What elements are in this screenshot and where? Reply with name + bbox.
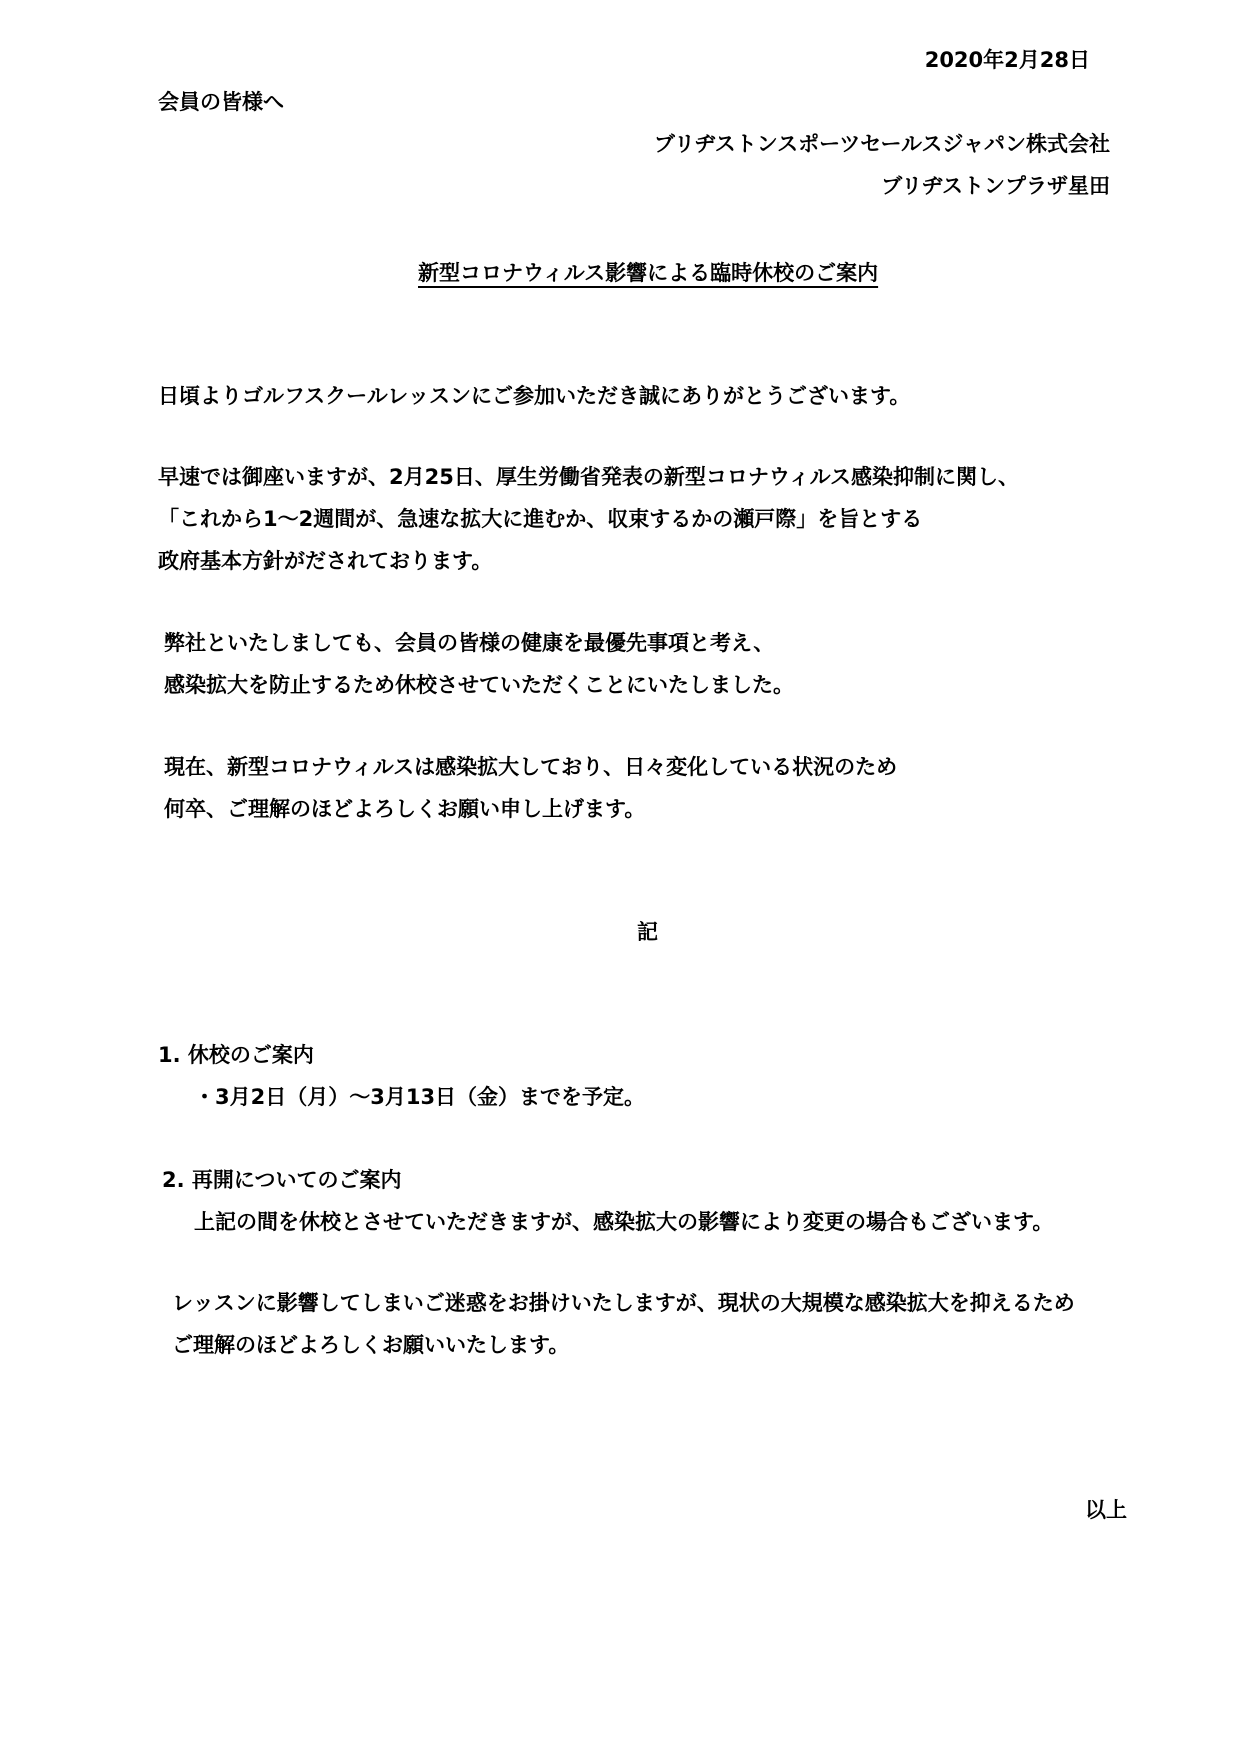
- sender-branch: ブリヂストンプラザ星田: [881, 174, 1110, 198]
- closing-line2: ご理解のほどよろしくお願いいたします。: [172, 1333, 570, 1357]
- document-title: 新型コロナウィルス影響による臨時休校のご案内: [418, 261, 879, 285]
- document-date: 2020年2月28日: [924, 48, 1090, 72]
- paragraph3-line1: 現在、新型コロナウィルスは感染拡大しており、日々変化している状況のため: [164, 755, 898, 779]
- paragraph1-line2: 「これから1～2週間が、急速な拡大に進むか、収束するかの瀬戸際」を旨とする: [158, 507, 923, 531]
- paragraph2-line2: 感染拡大を防止するため休校させていただくことにいたしました。: [164, 673, 794, 697]
- recipient: 会員の皆様へ: [158, 90, 284, 114]
- ki-marker: 記: [637, 920, 658, 944]
- end-marker: 以上: [1085, 1498, 1127, 1522]
- closing-line1: レッスンに影響してしまいご迷惑をお掛けいたしますが、現状の大規模な感染拡大を抑えるため: [172, 1291, 1075, 1315]
- item1-detail: ・3月2日（月）～3月13日（金）までを予定。: [194, 1085, 646, 1109]
- sender-company: ブリヂストンスポーツセールスジャパン株式会社: [653, 132, 1110, 156]
- item1-heading: 1. 休校のご案内: [158, 1043, 314, 1067]
- paragraph1-line3: 政府基本方針がだされております。: [158, 549, 493, 573]
- paragraph3-line2: 何卒、ご理解のほどよろしくお願い申し上げます。: [164, 797, 646, 821]
- paragraph1-line1: 早速では御座いますが、2月25日、厚生労働省発表の新型コロナウィルス感染抑制に関し、: [158, 465, 1019, 489]
- paragraph2-line1: 弊社といたしましても、会員の皆様の健康を最優先事項と考え、: [164, 631, 775, 655]
- item2-heading: 2. 再開についてのご案内: [162, 1168, 402, 1192]
- item2-detail: 上記の間を休校とさせていただきますが、感染拡大の影響により変更の場合もございます。: [194, 1210, 1054, 1234]
- greeting: 日頃よりゴルフスクールレッスンにご参加いただき誠にありがとうございます。: [158, 384, 911, 408]
